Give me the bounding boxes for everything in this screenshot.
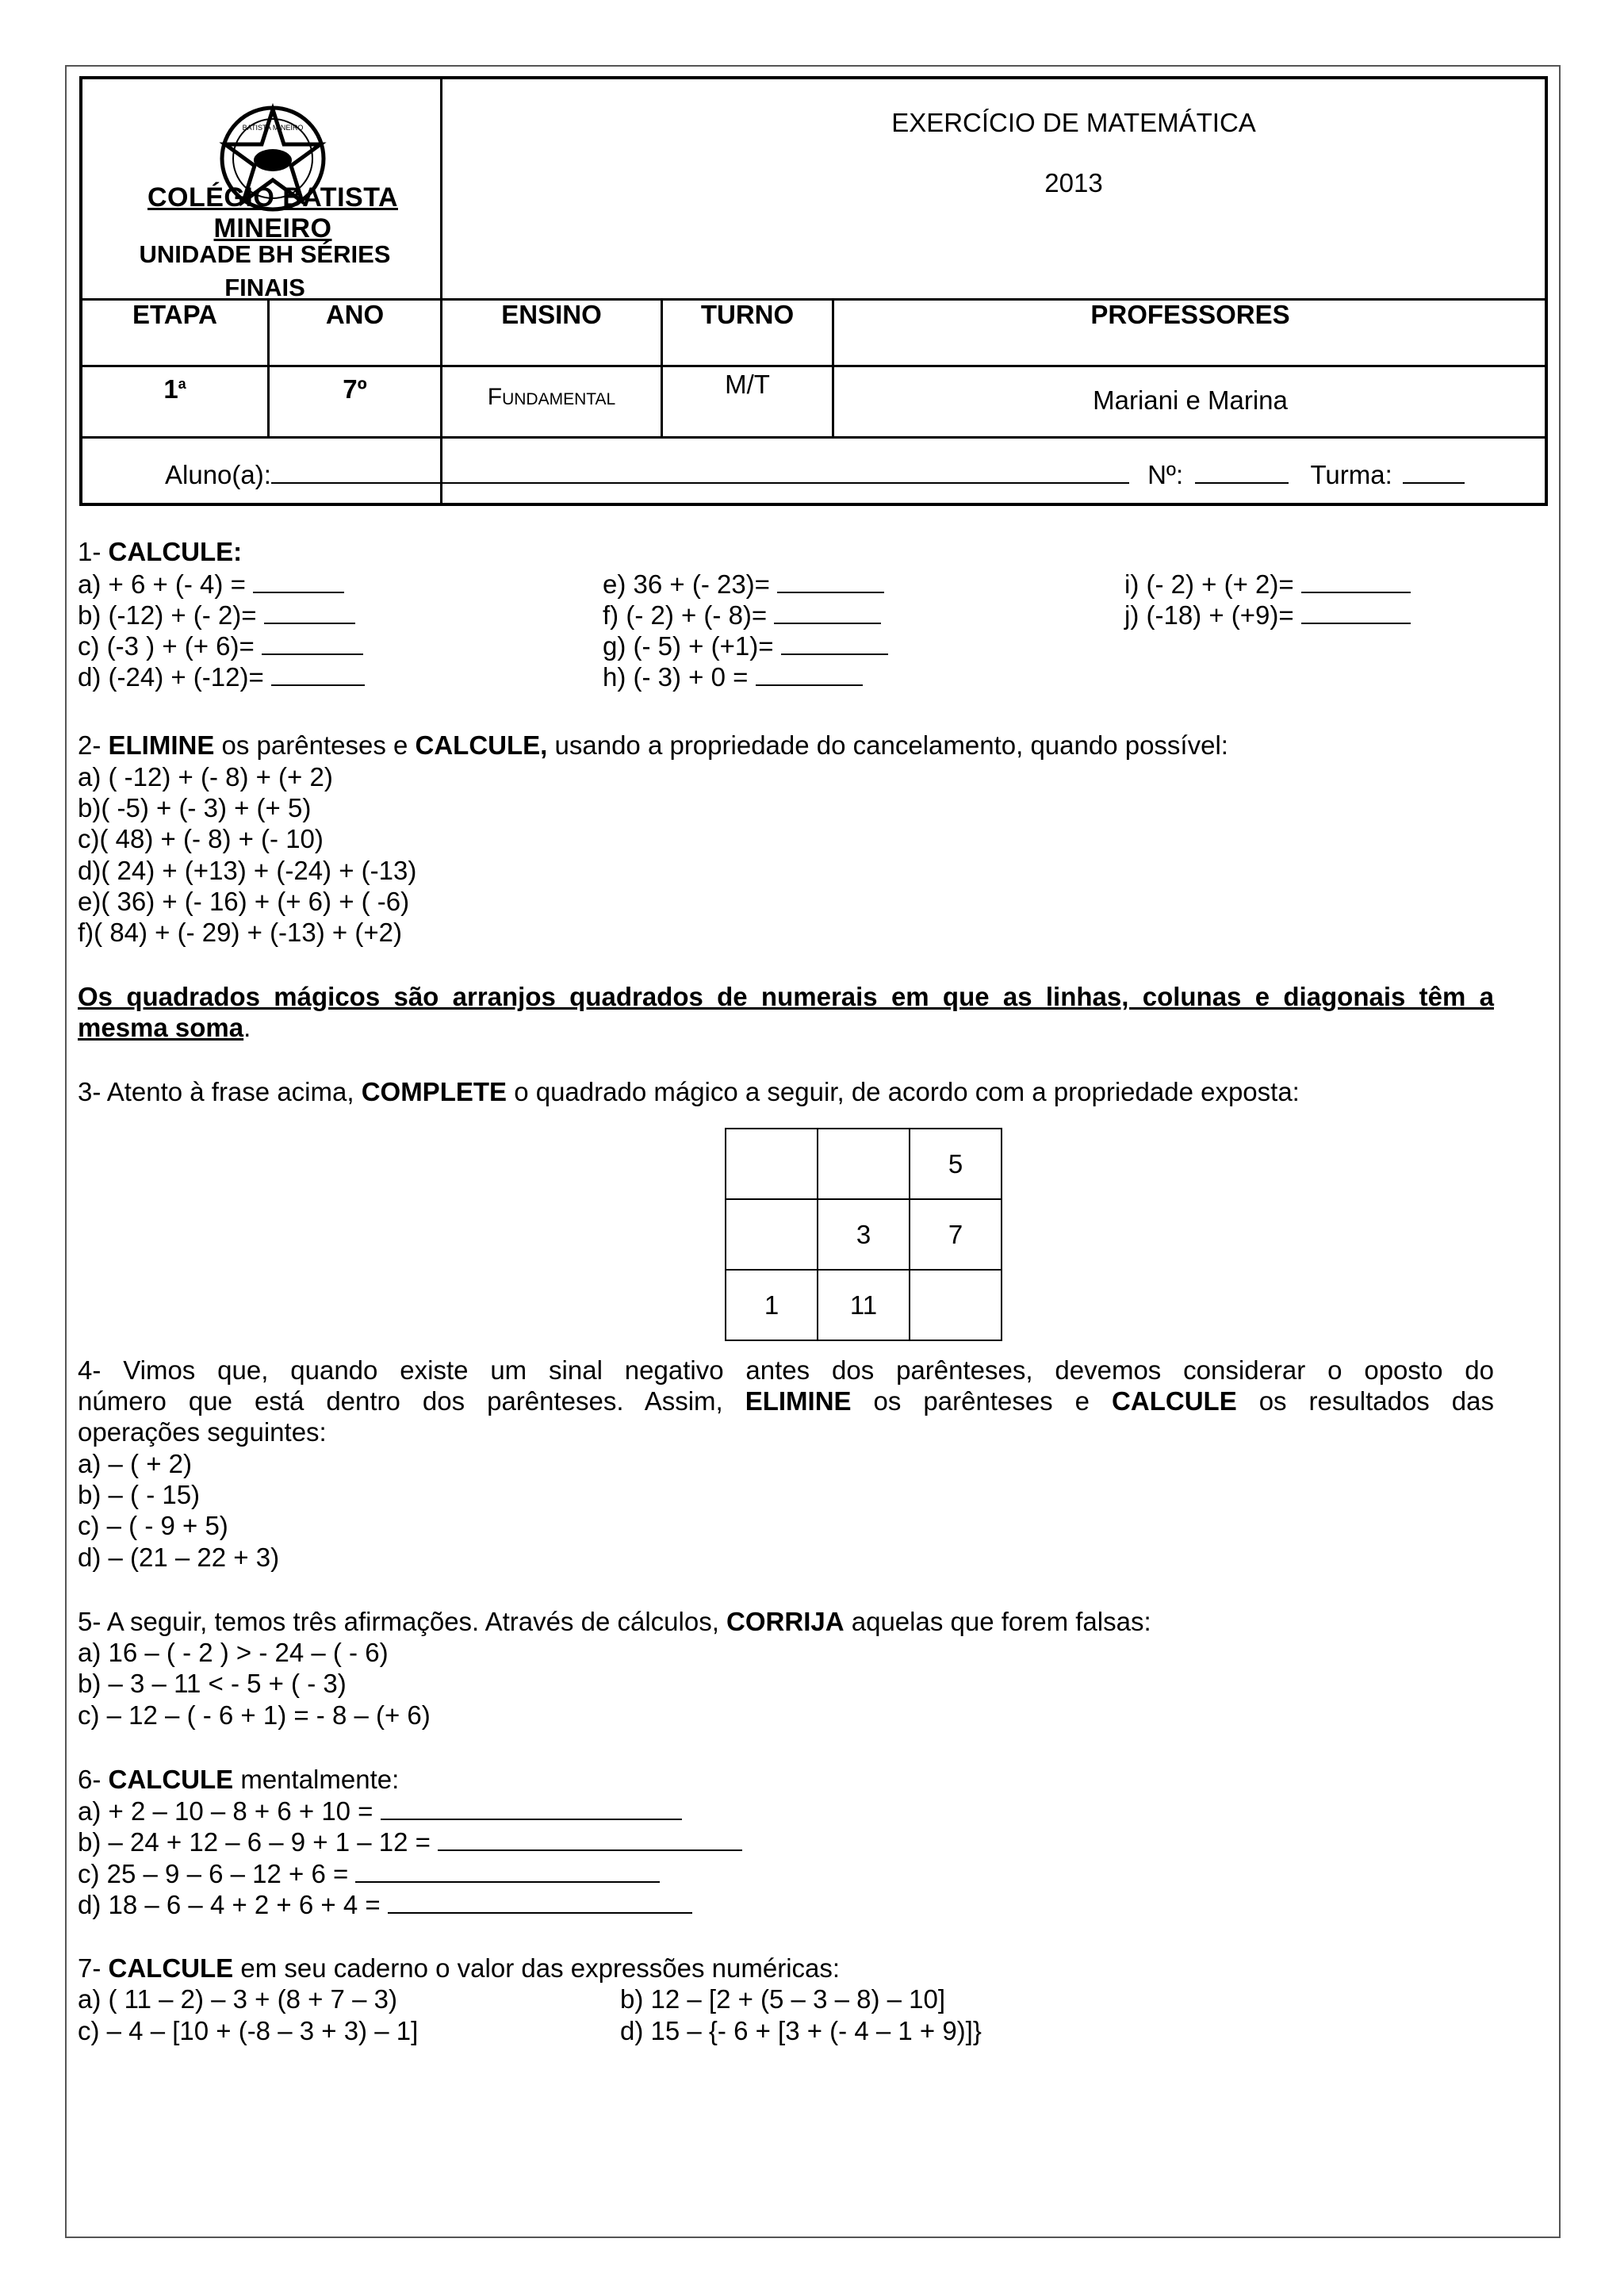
q4-line2: número que está dentro dos parênteses. Assim, ELIMINE os parênteses e CALCULE os resultados das — [78, 1386, 1495, 1416]
q1-i: i) (- 2) + (+ 2)= — [1124, 568, 1411, 600]
magic-cell: 1 — [726, 1270, 818, 1340]
year: 2013 — [1044, 168, 1103, 197]
q1-h: h) (- 3) + 0 = — [603, 661, 863, 692]
class-blank[interactable] — [1403, 458, 1465, 484]
magic-cell[interactable] — [726, 1199, 818, 1270]
turno-value: M/T — [725, 370, 770, 399]
q6-a: a) + 2 – 10 – 8 + 6 + 10 = — [78, 1795, 682, 1826]
divider — [82, 365, 1546, 367]
student-name-blank[interactable] — [271, 458, 1129, 484]
q4-item: b) – ( - 15) — [78, 1480, 201, 1509]
q6-d: d) 18 – 6 – 4 + 2 + 6 + 4 = — [78, 1888, 692, 1920]
student-label: Aluno(a): — [165, 460, 271, 489]
q3-title: 3- Atento à frase acima, COMPLETE o quadrado mágico a seguir, de acordo com a propriedade exposta: — [78, 1077, 1300, 1106]
magic-cell: 3 — [818, 1199, 910, 1270]
q1-d: d) (-24) + (-12)= — [78, 661, 365, 692]
col-ano-header: ANO — [325, 300, 385, 329]
q7-title: 7- CALCULE em seu caderno o valor das expressões numéricas: — [78, 1953, 841, 1983]
q2-item: a) ( -12) + (- 8) + (+ 2) — [78, 762, 333, 792]
q1-f: f) (- 2) + (- 8)= — [603, 599, 881, 631]
logo-seal-text: BATISTA MINEIRO — [242, 124, 304, 132]
magic-cell: 11 — [818, 1270, 910, 1340]
magic-note-line1: Os quadrados mágicos são arranjos quadrados de numerais em que as linhas, colunas e diagonais têm a — [78, 982, 1494, 1011]
q1-g: g) (- 5) + (+1)= — [603, 630, 888, 661]
col-turno-header: TURNO — [700, 300, 795, 329]
etapa-value: 1$^a$ — [163, 374, 186, 404]
q5-title: 5- A seguir, temos três afirmações. Através de cálculos, CORRIJA aquelas que forem falsas: — [78, 1607, 1151, 1636]
ensino-value: Fundamental — [487, 384, 616, 410]
divider — [440, 79, 442, 503]
magic-cell[interactable] — [818, 1129, 910, 1199]
q7-item: a) ( 11 – 2) – 3 + (8 + 7 – 3) — [78, 1984, 397, 2014]
q1-c: c) (-3 ) + (+ 6)= — [78, 630, 363, 661]
magic-cell: 5 — [910, 1129, 1002, 1199]
page-title: EXERCÍCIO DE MATEMÁTICA — [891, 108, 1256, 137]
q5-item: a) 16 – ( - 2 ) > - 24 – ( - 6) — [78, 1638, 389, 1667]
number-blank[interactable] — [1195, 458, 1289, 484]
q4-line3: operações seguintes: — [78, 1417, 327, 1447]
magic-cell: 7 — [910, 1199, 1002, 1270]
school-name: COLÉGIO BATISTA MINEIRO — [147, 182, 398, 243]
q6-title: 6- CALCULE mentalmente: — [78, 1765, 400, 1794]
q7-item: b) 12 – [2 + (5 – 3 – 8) – 10] — [620, 1984, 946, 2014]
q5-item: b) – 3 – 11 < - 5 + ( - 3) — [78, 1669, 347, 1698]
col-professores-header: PROFESSORES — [1090, 300, 1290, 329]
magic-cell[interactable] — [726, 1129, 818, 1199]
divider — [82, 436, 1546, 439]
magic-square — [725, 1128, 1002, 1341]
magic-cell[interactable] — [910, 1270, 1002, 1340]
q2-item: f)( 84) + (- 29) + (-13) + (+2) — [78, 918, 402, 947]
q4-line1: 4- Vimos que, quando existe um sinal negativo antes dos parênteses, devemos considerar o oposto do — [78, 1355, 1494, 1385]
col-etapa-header: ETAPA — [132, 300, 217, 329]
q7-item: d) 15 – {- 6 + [3 + (- 4 – 1 + 9)]} — [620, 2016, 982, 2045]
q6-b: b) – 24 + 12 – 6 – 9 + 1 – 12 = — [78, 1826, 742, 1857]
q5-item: c) – 12 – ( - 6 + 1) = - 8 – (+ 6) — [78, 1700, 431, 1730]
q4-item: c) – ( - 9 + 5) — [78, 1511, 228, 1540]
q4-item: d) – (21 – 22 + 3) — [78, 1543, 280, 1572]
ano-value: 7º — [343, 374, 367, 404]
class-label: Turma: — [1310, 460, 1392, 489]
q2-title: 2- ELIMINE os parênteses e CALCULE, usando a propriedade do cancelamento, quando possível: — [78, 730, 1228, 760]
q2-item: c)( 48) + (- 8) + (- 10) — [78, 824, 324, 853]
number-label: Nº: — [1147, 460, 1184, 489]
q1-e: e) 36 + (- 23)= — [603, 568, 884, 600]
q2-item: e)( 36) + (- 16) + (+ 6) + ( -6) — [78, 887, 410, 916]
q1-a: a) + 6 + (- 4) = — [78, 568, 344, 600]
q2-item: d)( 24) + (+13) + (-24) + (-13) — [78, 856, 417, 885]
q1-b: b) (-12) + (- 2)= — [78, 599, 355, 631]
q1-j: j) (-18) + (+9)= — [1124, 599, 1411, 631]
magic-note-line2: mesma soma. — [78, 1013, 251, 1042]
q1-title: 1- CALCULE: — [78, 537, 243, 566]
q6-c: c) 25 – 9 – 6 – 12 + 6 = — [78, 1857, 660, 1889]
professores-value: Mariani e Marina — [1093, 385, 1288, 415]
col-ensino-header: ENSINO — [501, 300, 602, 329]
header-table — [79, 76, 1548, 506]
q2-item: b)( -5) + (- 3) + (+ 5) — [78, 793, 312, 822]
student-line — [165, 458, 1465, 490]
q4-item: a) – ( + 2) — [78, 1449, 192, 1478]
school-unit: UNIDADE BH SÉRIES FINAIS — [139, 240, 391, 301]
q7-item: c) – 4 – [10 + (-8 – 3 + 3) – 1] — [78, 2016, 419, 2045]
